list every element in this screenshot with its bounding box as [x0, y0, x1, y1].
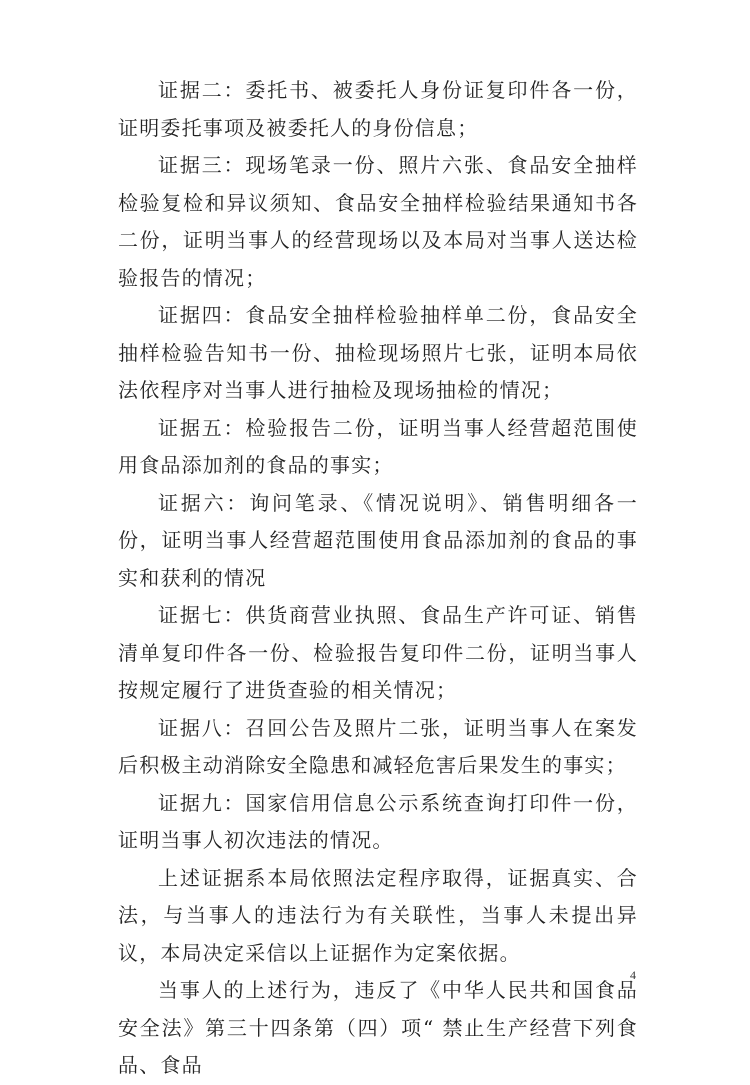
- paragraph-evidence-9: 证据九：国家信用信息公示系统查询打印件一份，证明当事人初次违法的情况。: [118, 790, 638, 852]
- paragraph-evidence-7: 证据七：供货商营业执照、食品生产许可证、销售清单复印件各一份、检验报告复印件二份，证明当事人按规定履行了进货查验的相关情况；: [118, 603, 638, 702]
- paragraph-evidence-summary: 上述证据系本局依照法定程序取得，证据真实、合法，与当事人的违法行为有关联性，当事人未提出异议，本局决定采信以上证据作为定案依据。: [118, 865, 638, 965]
- paragraph-evidence-4: 证据四：食品安全抽样检验抽样单二份，食品安全抽样检验告知书一份、抽检现场照片七张，证明本局依法依程序对当事人进行抽检及现场抽检的情况；: [118, 303, 638, 402]
- document-body: [118, 72, 638, 1085]
- paragraph-evidence-6: 证据六：询问笔录、《情况说明》、销售明细各一份，证明当事人经营超范围使用食品添加剂的食品的事实和获利的情况: [118, 490, 638, 590]
- paragraph-evidence-2: 证据二：委托书、被委托人身份证复印件各一份，证明委托事项及被委托人的身份信息；: [118, 78, 638, 140]
- paragraph-evidence-8: 证据八：召回公告及照片二张，证明当事人在案发后积极主动消除安全隐患和减轻危害后果发生的事实；: [118, 715, 638, 777]
- paragraph-evidence-3: 证据三：现场笔录一份、照片六张、食品安全抽样检验复检和异议须知、食品安全抽样检验结果通知书各二份，证明当事人的经营现场以及本局对当事人送达检验报告的情况；: [118, 153, 638, 290]
- paragraph-evidence-5: 证据五：检验报告二份，证明当事人经营超范围使用食品添加剂的食品的事实；: [118, 415, 638, 477]
- paragraph-violation: 当事人的上述行为，违反了《中华人民共和国食品安全法》第三十四条第（四）项“ 禁止生产经营下列食品、食品: [118, 978, 638, 1077]
- page-number: 4: [630, 968, 636, 982]
